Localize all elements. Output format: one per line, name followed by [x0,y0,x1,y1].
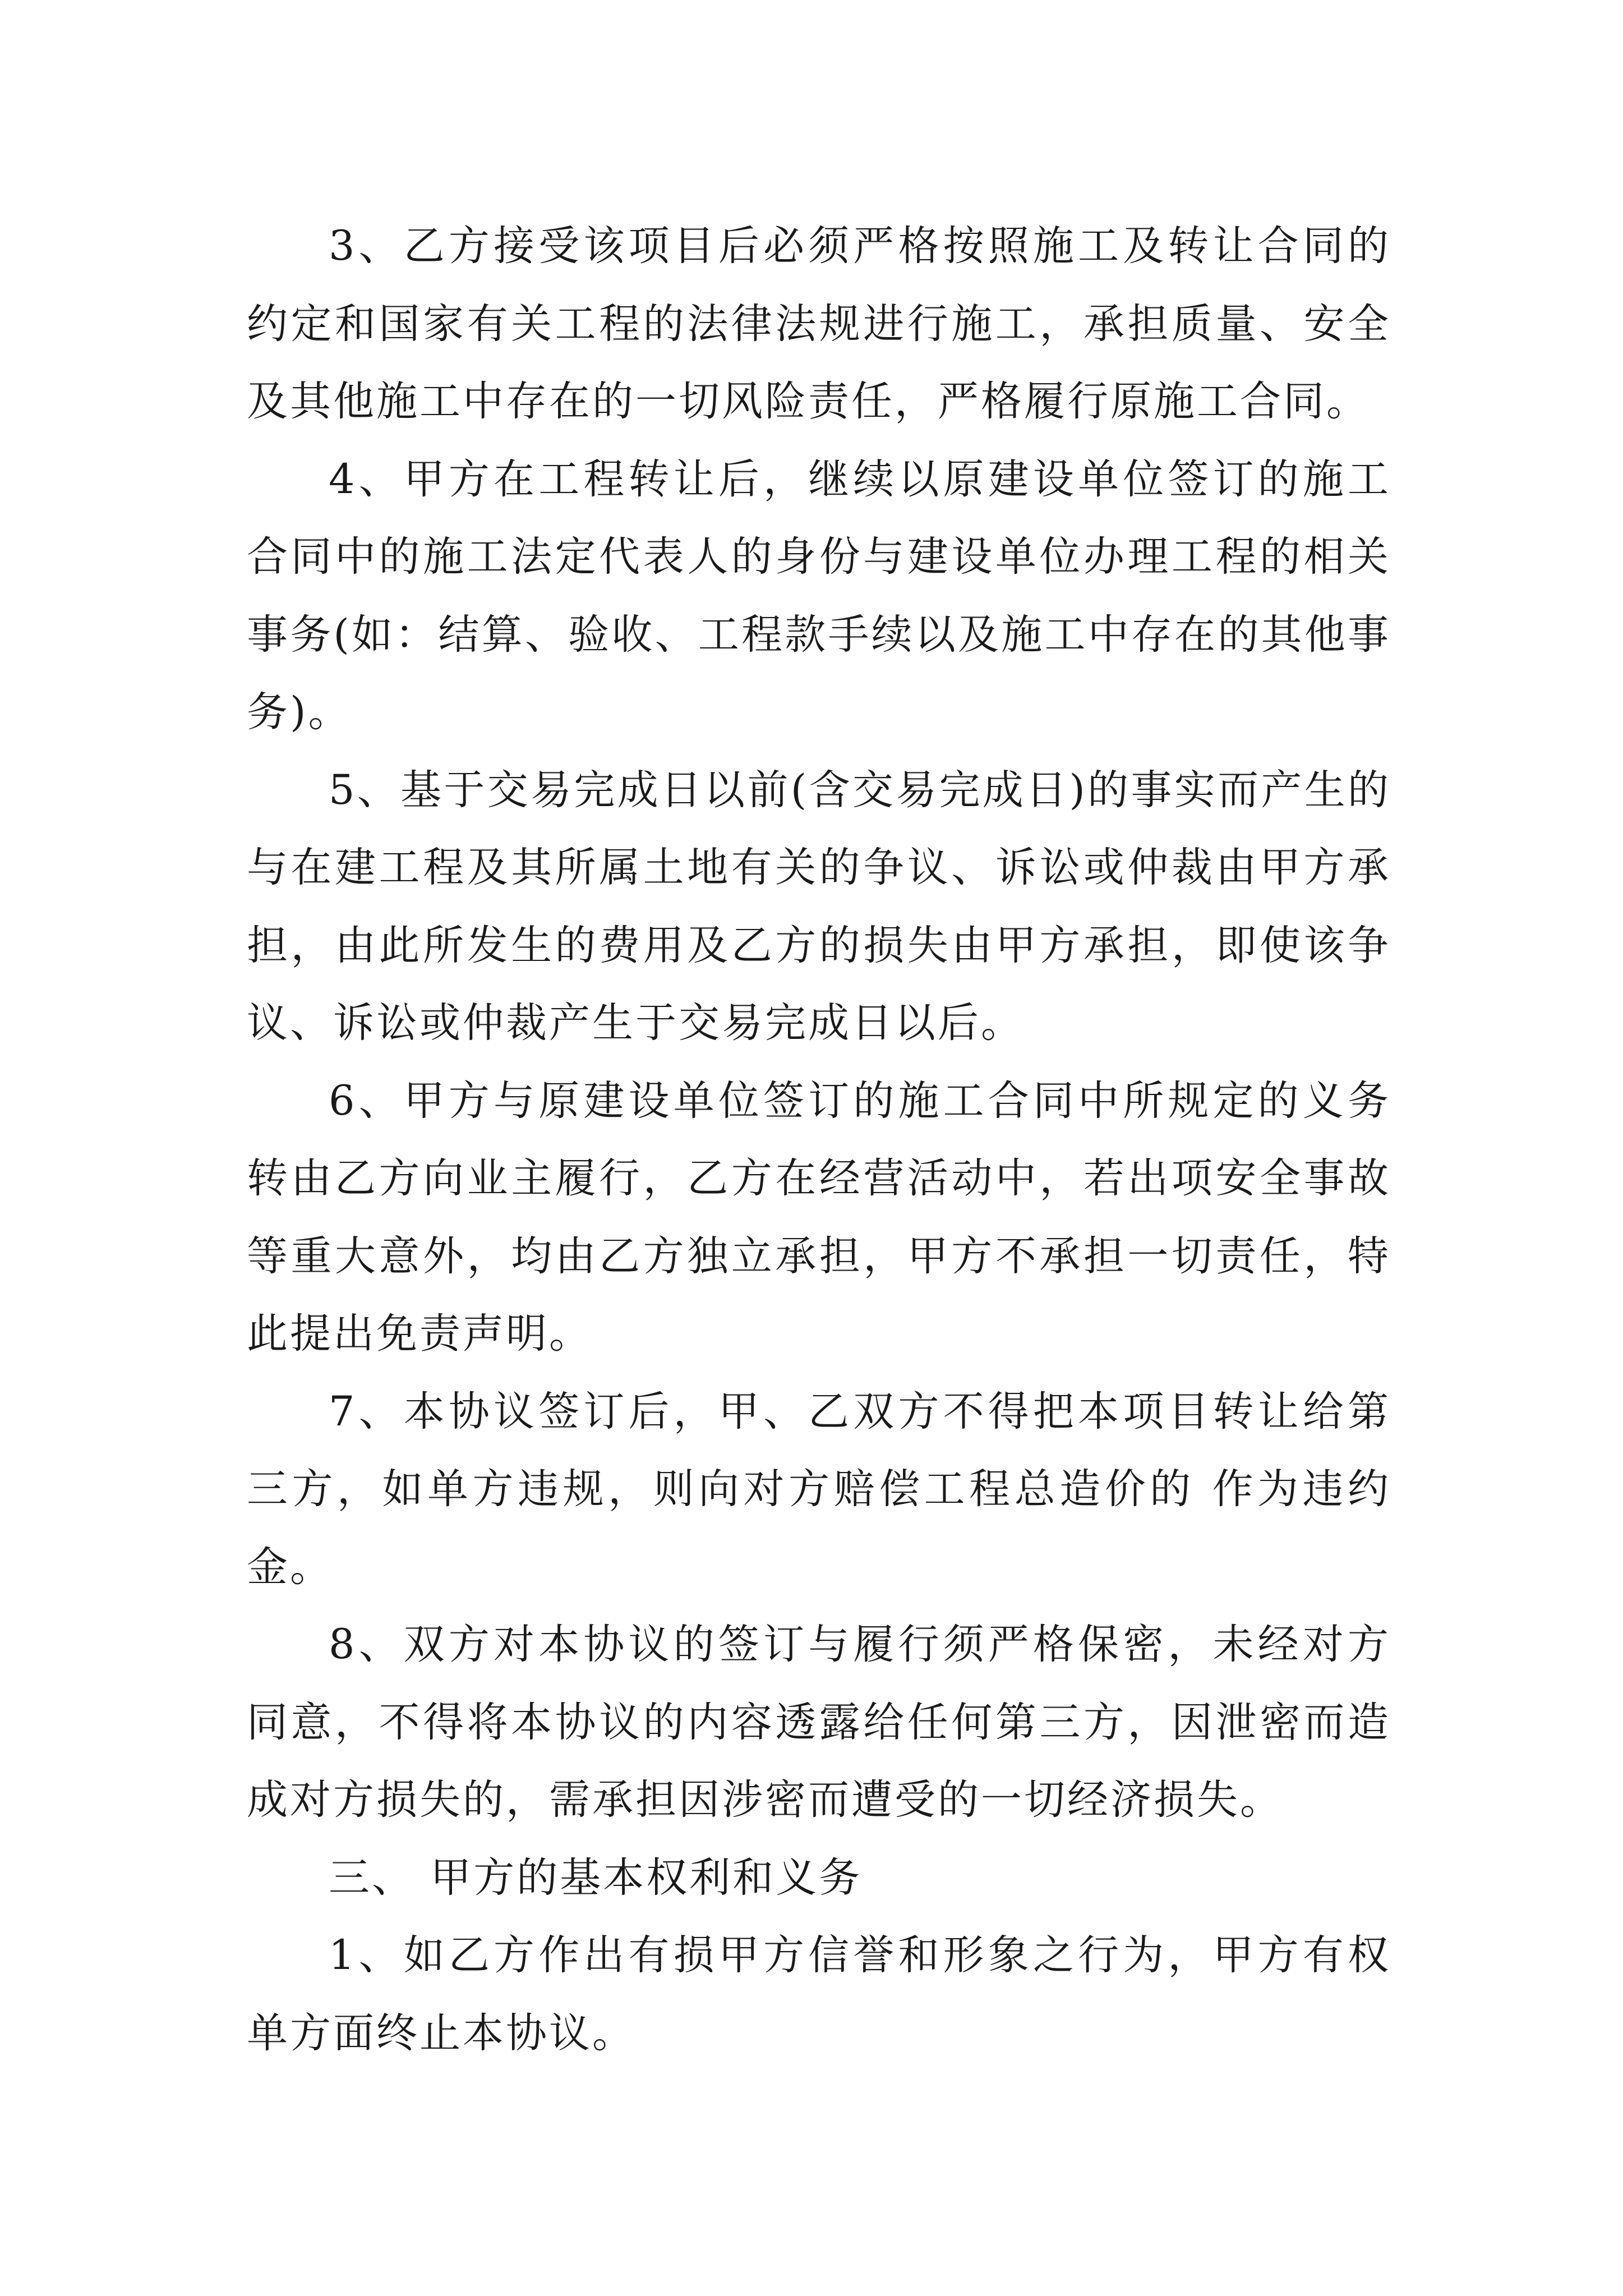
clause-8: 8、双方对本协议的签订与履行须严格保密，未经对方同意，不得将本协议的内容透露给任何第三方，因泄密而造成对方损失的，需承担因涉密而遭受的一切经济损失。 [247,1621,1391,1824]
document-body [247,208,1391,2072]
clause-5: 5、基于交易完成日以前(含交易完成日)的事实而产生的与在建工程及其所属土地有关的争议、诉讼或仲裁由甲方承担，由此所发生的费用及乙方的损失由甲方承担，即使该争议、诉讼或仲裁产生于交易完成日以后。 [247,766,1391,1047]
section-heading: 三、 甲方的基本权利和义务 [329,1853,863,1902]
clause-6: 6、甲方与原建设单位签订的施工合同中所规定的义务转由乙方向业主履行，乙方在经营活动中，若出项安全事故等重大意外，均由乙方独立承担，甲方不承担一切责任，特此提出免责声明。 [247,1076,1391,1358]
clause-3: 3、乙方接受该项目后必须严格按照施工及转让合同的约定和国家有关工程的法律法规进行施工，承担质量、安全及其他施工中存在的一切风险责任，严格履行原施工合同。 [247,222,1391,425]
section-3-clause-1: 1、如乙方作出有损甲方信誉和形象之行为，甲方有权单方面终止本协议。 [247,1931,1391,2057]
clause-7: 7、本协议签订后，甲、乙双方不得把本项目转让给第三方，如单方违规，则向对方赔偿工程总造价的 作为违约金。 [247,1387,1391,1591]
clause-4: 4、甲方在工程转让后，继续以原建设单位签订的施工合同中的施工法定代表人的身份与建设单位办理工程的相关事务(如：结算、验收、工程款手续以及施工中存在的其他事务)。 [247,455,1391,736]
